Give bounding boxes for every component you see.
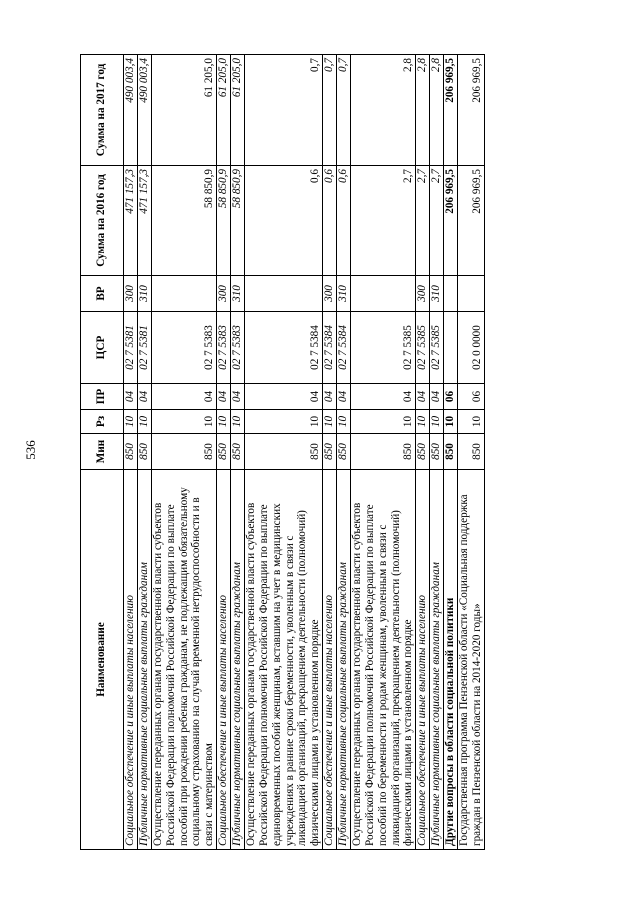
cell-min: 850	[217, 434, 231, 470]
cell-sum-2017: 0,7	[323, 55, 337, 166]
cell-rz: 10	[430, 410, 444, 434]
cell-csr: 02 7 5384	[323, 312, 337, 384]
cell-pr: 04	[323, 384, 337, 410]
cell-rz: 10	[151, 410, 216, 434]
header-rz: Рз	[81, 410, 124, 434]
cell-pr: 04	[151, 384, 216, 410]
cell-pr: 04	[244, 384, 322, 410]
cell-sum-2017: 2,8	[430, 55, 444, 166]
cell-name: Публичные нормативные социальные выплаты гражданам	[337, 470, 351, 850]
cell-sum-2016: 471 157,3	[137, 166, 151, 276]
table-row	[457, 55, 484, 850]
header-name: Наименование	[81, 470, 124, 850]
cell-csr: 02 7 5385	[350, 312, 415, 384]
cell-rz: 10	[416, 410, 430, 434]
cell-sum-2016: 2,7	[350, 166, 415, 276]
cell-vr	[151, 276, 216, 312]
cell-vr: 310	[137, 276, 151, 312]
cell-pr: 06	[444, 384, 458, 410]
cell-pr: 06	[457, 384, 484, 410]
budget-table	[80, 54, 485, 850]
cell-rz: 10	[350, 410, 415, 434]
header-sum-2016: Сумма на 2016 год	[81, 166, 124, 276]
cell-pr: 04	[416, 384, 430, 410]
table-body	[124, 55, 485, 850]
cell-csr	[444, 312, 458, 384]
table-row	[323, 55, 337, 850]
header-csr: ЦСР	[81, 312, 124, 384]
cell-sum-2016: 206 969,5	[444, 166, 458, 276]
cell-csr: 02 7 5385	[416, 312, 430, 384]
cell-sum-2016: 471 157,3	[124, 166, 138, 276]
cell-csr: 02 7 5384	[337, 312, 351, 384]
cell-vr: 310	[337, 276, 351, 312]
cell-min: 850	[244, 434, 322, 470]
cell-name: Социальное обеспечение и иные выплаты населению	[416, 470, 430, 850]
cell-min: 850	[430, 434, 444, 470]
cell-name: Социальное обеспечение и иные выплаты населению	[124, 470, 138, 850]
cell-min: 850	[337, 434, 351, 470]
cell-rz: 10	[217, 410, 231, 434]
cell-rz: 10	[244, 410, 322, 434]
cell-min: 850	[350, 434, 415, 470]
cell-min: 850	[416, 434, 430, 470]
cell-vr	[244, 276, 322, 312]
table-row	[137, 55, 151, 850]
header-min: Мин	[81, 434, 124, 470]
cell-pr: 04	[337, 384, 351, 410]
cell-pr: 04	[217, 384, 231, 410]
cell-sum-2016: 58 850,9	[151, 166, 216, 276]
header-sum-2017: Сумма на 2017 год	[81, 55, 124, 166]
cell-min: 850	[444, 434, 458, 470]
cell-rz: 10	[137, 410, 151, 434]
cell-min: 850	[151, 434, 216, 470]
table-row	[416, 55, 430, 850]
cell-sum-2016: 206 969,5	[457, 166, 484, 276]
cell-csr: 02 7 5381	[124, 312, 138, 384]
cell-sum-2016: 2,7	[430, 166, 444, 276]
cell-name: Социальное обеспечение и иные выплаты населению	[217, 470, 231, 850]
cell-name: Государственная программа Пензенской области «Социальная поддержка граждан в Пензенской области на 2014-2020 годы»	[457, 470, 484, 850]
table-row	[124, 55, 138, 850]
cell-min: 850	[137, 434, 151, 470]
cell-sum-2017: 61 205,0	[217, 55, 231, 166]
cell-sum-2016: 0,6	[323, 166, 337, 276]
cell-sum-2017: 61 205,0	[231, 55, 245, 166]
cell-rz: 10	[457, 410, 484, 434]
cell-pr: 04	[137, 384, 151, 410]
table-row	[231, 55, 245, 850]
cell-sum-2017: 490 003,4	[124, 55, 138, 166]
cell-name: Осуществление переданных органам государственной власти субъектов Российской Федерации полномочий Российской Федерации по выплате пособий при рождении ребенка гражданам, не подлежащим обязательному социальному страхованию на случай временной нетрудоспособности и в связи с материнством	[151, 470, 216, 850]
table-header-row	[81, 55, 124, 850]
cell-sum-2016: 2,7	[416, 166, 430, 276]
cell-vr: 310	[231, 276, 245, 312]
cell-csr: 02 7 5383	[217, 312, 231, 384]
cell-sum-2017: 2,8	[350, 55, 415, 166]
cell-name: Публичные нормативные социальные выплаты гражданам	[430, 470, 444, 850]
table-row	[151, 55, 216, 850]
cell-csr: 02 0 0000	[457, 312, 484, 384]
cell-name: Другие вопросы в области социальной политики	[444, 470, 458, 850]
header-vr: ВР	[81, 276, 124, 312]
table-row	[217, 55, 231, 850]
cell-csr: 02 7 5384	[244, 312, 322, 384]
cell-name: Осуществление переданных органам государственной власти субъектов Российской Федерации полномочий Российской Федерации по выплате пособий по беременности и родам женщинам, уволенным в связи с ликвидацией организаций, прекращением деятельности (полномочий) физическими лицами в установленном порядке	[350, 470, 415, 850]
cell-sum-2017: 206 969,5	[444, 55, 458, 166]
cell-name: Публичные нормативные социальные выплаты гражданам	[231, 470, 245, 850]
cell-vr: 300	[323, 276, 337, 312]
cell-min: 850	[457, 434, 484, 470]
cell-sum-2017: 2,8	[416, 55, 430, 166]
table-row	[444, 55, 458, 850]
cell-min: 850	[231, 434, 245, 470]
cell-pr: 04	[430, 384, 444, 410]
cell-vr	[350, 276, 415, 312]
cell-vr	[457, 276, 484, 312]
cell-rz: 10	[231, 410, 245, 434]
page-number: 536	[23, 440, 38, 460]
cell-vr: 300	[217, 276, 231, 312]
cell-name: Социальное обеспечение и иные выплаты населению	[323, 470, 337, 850]
cell-sum-2016: 58 850,9	[217, 166, 231, 276]
cell-sum-2017: 0,7	[244, 55, 322, 166]
rotated-page-content	[80, 55, 530, 850]
cell-csr: 02 7 5385	[430, 312, 444, 384]
cell-name: Осуществление переданных органам государственной власти субъектов Российской Федерации полномочий Российской Федерации по выплате единовременных пособий женщинам, вставшим на учет в медицинских учреждениях в ранние сроки беременности, уволенным в связи с ликвидацией организаций, прекращением деятельности (полномочий) физическими лицами в установленном порядке	[244, 470, 322, 850]
cell-min: 850	[323, 434, 337, 470]
table-row	[430, 55, 444, 850]
cell-sum-2017: 206 969,5	[457, 55, 484, 166]
cell-min: 850	[124, 434, 138, 470]
cell-rz: 10	[337, 410, 351, 434]
table-row	[337, 55, 351, 850]
cell-vr: 300	[416, 276, 430, 312]
header-pr: ПР	[81, 384, 124, 410]
cell-name: Публичные нормативные социальные выплаты гражданам	[137, 470, 151, 850]
cell-sum-2017: 0,7	[337, 55, 351, 166]
cell-csr: 02 7 5383	[231, 312, 245, 384]
cell-pr: 04	[124, 384, 138, 410]
cell-vr	[444, 276, 458, 312]
cell-rz: 10	[124, 410, 138, 434]
cell-pr: 04	[350, 384, 415, 410]
cell-csr: 02 7 5381	[137, 312, 151, 384]
cell-vr: 300	[124, 276, 138, 312]
cell-csr: 02 7 5383	[151, 312, 216, 384]
table-row	[244, 55, 322, 850]
cell-pr: 04	[231, 384, 245, 410]
cell-sum-2016: 0,6	[337, 166, 351, 276]
cell-sum-2017: 490 003,4	[137, 55, 151, 166]
cell-sum-2016: 0,6	[244, 166, 322, 276]
table-row	[350, 55, 415, 850]
cell-rz: 10	[323, 410, 337, 434]
cell-rz: 10	[444, 410, 458, 434]
cell-vr: 310	[430, 276, 444, 312]
cell-sum-2017: 61 205,0	[151, 55, 216, 166]
cell-sum-2016: 58 850,9	[231, 166, 245, 276]
